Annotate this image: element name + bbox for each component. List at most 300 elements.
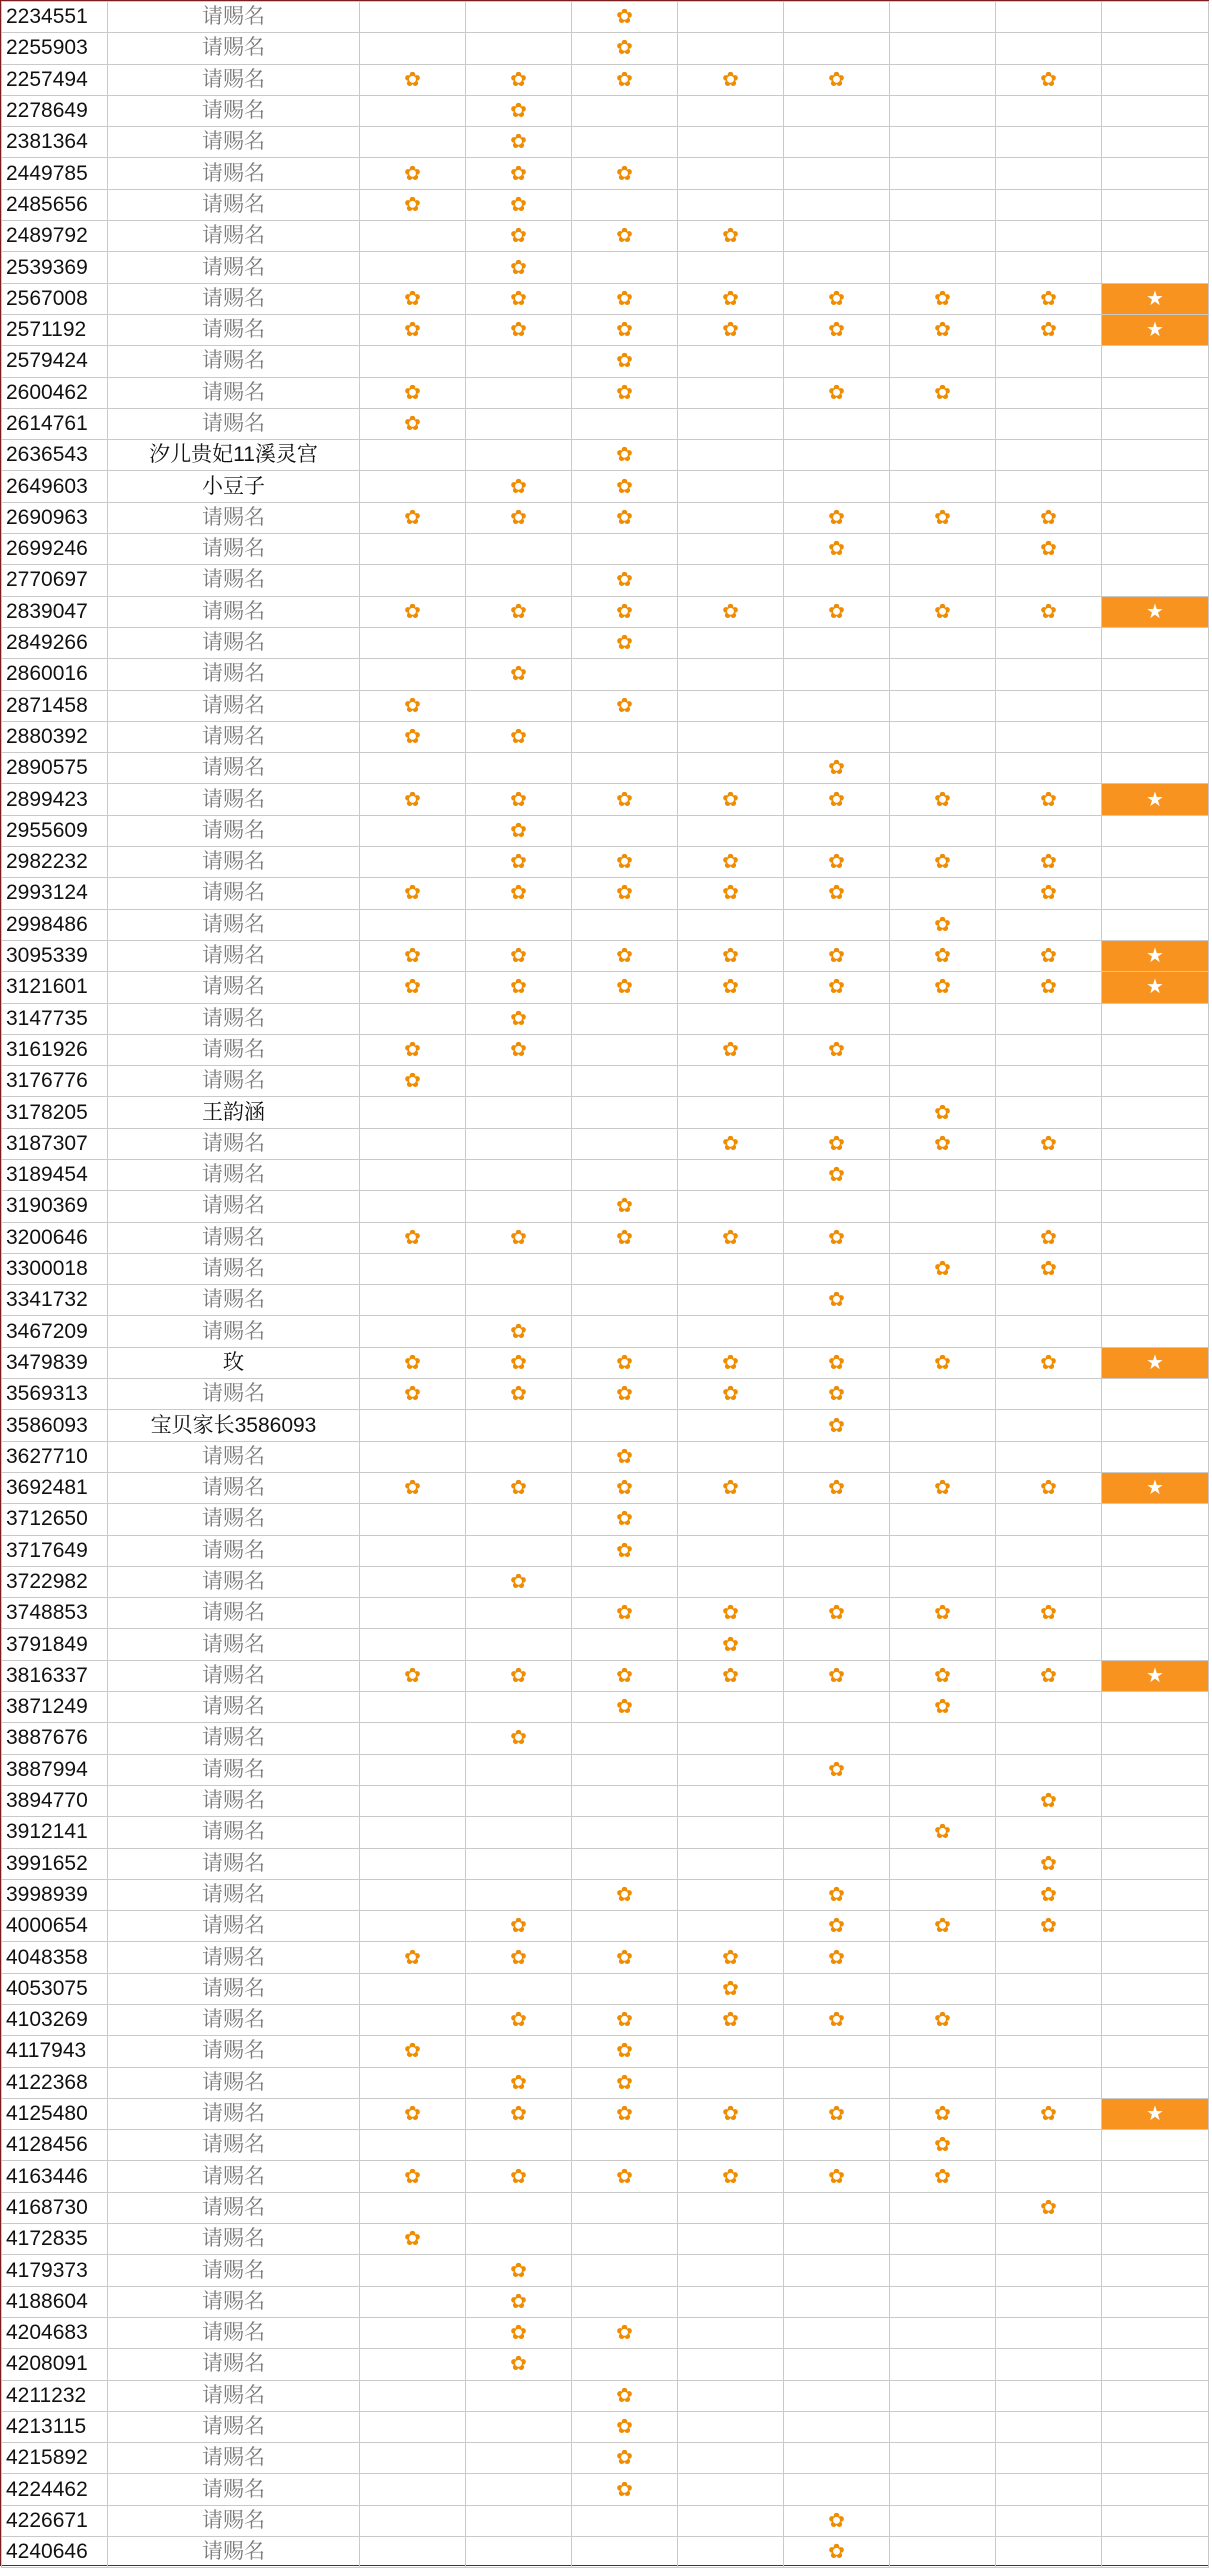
mark-cell (466, 2255, 572, 2286)
mark-cell (890, 753, 996, 784)
mark-cell (678, 2286, 784, 2317)
mark-cell (784, 1472, 890, 1503)
mark-cell (360, 1285, 466, 1316)
flower-icon: ✿ (616, 632, 633, 655)
mark-cell (466, 1128, 572, 1159)
id-cell: 2489792 (2, 221, 108, 252)
mark-cell (996, 1285, 1102, 1316)
mark-cell (784, 408, 890, 439)
mark-cell (678, 534, 784, 565)
mark-cell (360, 2036, 466, 2067)
mark-cell (678, 909, 784, 940)
mark-cell (784, 1034, 890, 1065)
id-cell: 4172835 (2, 2224, 108, 2255)
mark-cell (996, 1472, 1102, 1503)
mark-cell (466, 1504, 572, 1535)
table-row (2, 2098, 1209, 2129)
star-cell (1102, 940, 1209, 971)
mark-cell (890, 565, 996, 596)
id-cell: 2571192 (2, 314, 108, 345)
flower-icon: ✿ (616, 600, 633, 623)
id-cell: 3748853 (2, 1598, 108, 1629)
mark-cell (996, 2317, 1102, 2348)
mark-cell (996, 1723, 1102, 1754)
name-cell: 请赐名 (108, 1754, 360, 1785)
mark-cell (466, 1629, 572, 1660)
mark-cell (466, 2286, 572, 2317)
name-cell: 请赐名 (108, 2161, 360, 2192)
name-cell: 请赐名 (108, 1379, 360, 1410)
flower-icon: ✿ (1040, 2196, 1057, 2219)
mark-cell (572, 2349, 678, 2380)
table-row (2, 2255, 1209, 2286)
mark-cell (890, 1128, 996, 1159)
mark-cell (996, 502, 1102, 533)
flower-icon: ✿ (404, 506, 421, 529)
name-cell: 请赐名 (108, 909, 360, 940)
mark-cell (996, 1754, 1102, 1785)
mark-cell (890, 2067, 996, 2098)
mark-cell (572, 2036, 678, 2067)
name-cell: 请赐名 (108, 1472, 360, 1503)
mark-cell (784, 1598, 890, 1629)
mark-cell (360, 2474, 466, 2505)
flower-icon: ✿ (1040, 1258, 1057, 1281)
mark-cell (360, 2317, 466, 2348)
name-cell: 请赐名 (108, 940, 360, 971)
mark-cell (572, 1159, 678, 1190)
mark-cell (890, 784, 996, 815)
star-cell (1102, 1692, 1209, 1723)
flower-icon: ✿ (510, 1351, 527, 1374)
mark-cell (784, 2067, 890, 2098)
flower-icon: ✿ (828, 1226, 845, 1249)
flower-icon: ✿ (510, 1383, 527, 1406)
id-cell: 3187307 (2, 1128, 108, 1159)
mark-cell (996, 1316, 1102, 1347)
mark-cell (890, 2474, 996, 2505)
mark-cell (784, 471, 890, 502)
id-cell: 2871458 (2, 690, 108, 721)
mark-cell (678, 940, 784, 971)
flower-icon: ✿ (404, 1351, 421, 1374)
star-icon: ★ (1146, 1477, 1164, 1500)
mark-cell (572, 1034, 678, 1065)
flower-icon: ✿ (828, 851, 845, 874)
id-cell: 2539369 (2, 252, 108, 283)
mark-cell (572, 690, 678, 721)
flower-icon: ✿ (934, 945, 951, 968)
mark-cell (360, 377, 466, 408)
flower-icon: ✿ (828, 1383, 845, 1406)
id-cell: 3912141 (2, 1817, 108, 1848)
mark-cell (466, 690, 572, 721)
mark-cell (360, 1159, 466, 1190)
name-cell: 请赐名 (108, 95, 360, 126)
flower-icon: ✿ (616, 2447, 633, 2470)
mark-cell (572, 721, 678, 752)
name-cell: 请赐名 (108, 1222, 360, 1253)
name-cell: 请赐名 (108, 2192, 360, 2223)
mark-cell (784, 721, 890, 752)
mark-cell (678, 1253, 784, 1284)
table-row (2, 1472, 1209, 1503)
mark-cell (360, 1066, 466, 1097)
mark-cell (466, 2474, 572, 2505)
mark-cell (572, 2, 678, 33)
star-cell (1102, 95, 1209, 126)
table-row (2, 2537, 1209, 2568)
mark-cell (360, 2286, 466, 2317)
mark-cell (678, 659, 784, 690)
star-cell (1102, 2005, 1209, 2036)
mark-cell (996, 1660, 1102, 1691)
flower-icon: ✿ (510, 287, 527, 310)
star-cell (1102, 221, 1209, 252)
mark-cell (678, 502, 784, 533)
mark-cell (890, 1222, 996, 1253)
star-cell (1102, 1379, 1209, 1410)
mark-cell (678, 2255, 784, 2286)
star-cell (1102, 2537, 1209, 2568)
flower-icon: ✿ (934, 913, 951, 936)
mark-cell (466, 1410, 572, 1441)
mark-cell (996, 2411, 1102, 2442)
mark-cell (572, 1128, 678, 1159)
flower-icon: ✿ (616, 1602, 633, 1625)
mark-cell (466, 565, 572, 596)
name-cell: 请赐名 (108, 659, 360, 690)
mark-cell (678, 1504, 784, 1535)
star-cell (1102, 346, 1209, 377)
mark-cell (678, 1566, 784, 1597)
table-row (2, 1159, 1209, 1190)
mark-cell (784, 2537, 890, 2568)
mark-cell (996, 690, 1102, 721)
star-cell (1102, 314, 1209, 345)
table-row (2, 1566, 1209, 1597)
mark-cell (784, 2443, 890, 2474)
mark-cell (678, 158, 784, 189)
id-cell: 4103269 (2, 2005, 108, 2036)
table-row (2, 127, 1209, 158)
flower-icon: ✿ (1040, 1790, 1057, 1813)
mark-cell (784, 2474, 890, 2505)
mark-cell (784, 815, 890, 846)
star-cell (1102, 2255, 1209, 2286)
star-cell (1102, 1535, 1209, 1566)
mark-cell (784, 753, 890, 784)
flower-icon: ✿ (828, 506, 845, 529)
flower-icon: ✿ (934, 2103, 951, 2126)
id-cell: 4188604 (2, 2286, 108, 2317)
star-icon: ★ (1146, 2103, 1164, 2126)
mark-cell (360, 2224, 466, 2255)
mark-cell (466, 972, 572, 1003)
mark-cell (572, 2411, 678, 2442)
flower-icon: ✿ (510, 2165, 527, 2188)
name-cell: 请赐名 (108, 127, 360, 158)
name-cell: 请赐名 (108, 972, 360, 1003)
id-cell: 4000654 (2, 1911, 108, 1942)
mark-cell (784, 1097, 890, 1128)
table-row (2, 721, 1209, 752)
table-row (2, 1253, 1209, 1284)
mark-cell (890, 1034, 996, 1065)
star-cell (1102, 1285, 1209, 1316)
id-cell: 3712650 (2, 1504, 108, 1535)
name-cell: 请赐名 (108, 2349, 360, 2380)
mark-cell (996, 1566, 1102, 1597)
mark-cell (890, 2411, 996, 2442)
name-cell: 请赐名 (108, 690, 360, 721)
mark-cell (996, 1097, 1102, 1128)
id-cell: 2614761 (2, 408, 108, 439)
mark-cell (890, 690, 996, 721)
star-cell (1102, 1159, 1209, 1190)
mark-cell (572, 283, 678, 314)
mark-cell (678, 2192, 784, 2223)
star-cell (1102, 784, 1209, 815)
name-cell: 请赐名 (108, 1973, 360, 2004)
mark-cell (996, 2537, 1102, 2568)
flower-icon: ✿ (616, 319, 633, 342)
mark-cell (996, 784, 1102, 815)
id-cell: 4208091 (2, 2349, 108, 2380)
flower-icon: ✿ (616, 2478, 633, 2501)
mark-cell (784, 1504, 890, 1535)
flower-icon: ✿ (1040, 319, 1057, 342)
mark-cell (890, 1817, 996, 1848)
flower-icon: ✿ (722, 1383, 739, 1406)
name-cell: 请赐名 (108, 1504, 360, 1535)
star-cell (1102, 1003, 1209, 1034)
mark-cell (360, 1347, 466, 1378)
mark-cell (360, 1660, 466, 1691)
id-cell: 4122368 (2, 2067, 108, 2098)
mark-cell (360, 2255, 466, 2286)
flower-icon: ✿ (616, 945, 633, 968)
flower-icon: ✿ (934, 976, 951, 999)
table-row (2, 2005, 1209, 2036)
star-cell (1102, 2098, 1209, 2129)
mark-cell (360, 815, 466, 846)
name-cell: 请赐名 (108, 2286, 360, 2317)
flower-icon: ✿ (828, 68, 845, 91)
star-cell (1102, 1566, 1209, 1597)
mark-cell (784, 1754, 890, 1785)
mark-cell (360, 847, 466, 878)
flower-icon: ✿ (828, 2509, 845, 2532)
id-cell: 2982232 (2, 847, 108, 878)
mark-cell (784, 2192, 890, 2223)
star-cell (1102, 1316, 1209, 1347)
mark-cell (466, 1253, 572, 1284)
name-cell: 请赐名 (108, 2255, 360, 2286)
star-cell (1102, 721, 1209, 752)
name-cell: 请赐名 (108, 64, 360, 95)
table-row (2, 784, 1209, 815)
mark-cell (996, 721, 1102, 752)
mark-cell (360, 1191, 466, 1222)
flower-icon: ✿ (934, 2009, 951, 2032)
table-row (2, 534, 1209, 565)
id-cell: 3722982 (2, 1566, 108, 1597)
table-row (2, 471, 1209, 502)
flower-icon: ✿ (722, 600, 739, 623)
mark-cell (572, 189, 678, 220)
id-cell: 2998486 (2, 909, 108, 940)
flower-icon: ✿ (616, 851, 633, 874)
mark-cell (360, 346, 466, 377)
mark-cell (996, 33, 1102, 64)
flower-icon: ✿ (934, 600, 951, 623)
id-cell: 3692481 (2, 1472, 108, 1503)
id-cell: 2955609 (2, 815, 108, 846)
star-cell (1102, 1034, 1209, 1065)
mark-cell (360, 534, 466, 565)
mark-cell (890, 1410, 996, 1441)
mark-cell (784, 2036, 890, 2067)
mark-cell (890, 471, 996, 502)
mark-cell (996, 1535, 1102, 1566)
table-row (2, 1191, 1209, 1222)
table-row (2, 1692, 1209, 1723)
id-cell: 3887676 (2, 1723, 108, 1754)
flower-icon: ✿ (722, 68, 739, 91)
flower-icon: ✿ (404, 976, 421, 999)
table-row (2, 2380, 1209, 2411)
name-cell: 请赐名 (108, 408, 360, 439)
flower-icon: ✿ (616, 569, 633, 592)
mark-cell (996, 377, 1102, 408)
mark-cell (678, 1754, 784, 1785)
mark-cell (890, 847, 996, 878)
mark-cell (996, 1347, 1102, 1378)
mark-cell (466, 2, 572, 33)
flower-icon: ✿ (616, 1696, 633, 1719)
mark-cell (572, 1785, 678, 1816)
id-cell: 2860016 (2, 659, 108, 690)
table-row (2, 1723, 1209, 1754)
mark-cell (360, 690, 466, 721)
mark-cell (466, 1347, 572, 1378)
name-cell: 请赐名 (108, 1253, 360, 1284)
name-cell: 请赐名 (108, 314, 360, 345)
flower-icon: ✿ (1040, 788, 1057, 811)
id-cell: 3991652 (2, 1848, 108, 1879)
table-body (2, 2, 1209, 2568)
id-cell: 3200646 (2, 1222, 108, 1253)
table-row (2, 64, 1209, 95)
id-cell: 3894770 (2, 1785, 108, 1816)
flower-icon: ✿ (616, 2103, 633, 2126)
flower-icon: ✿ (510, 1038, 527, 1061)
mark-cell (784, 1285, 890, 1316)
mark-cell (996, 1410, 1102, 1441)
mark-cell (466, 1692, 572, 1723)
flower-icon: ✿ (404, 1383, 421, 1406)
table-row (2, 1379, 1209, 1410)
mark-cell (678, 2474, 784, 2505)
mark-cell (360, 2005, 466, 2036)
flower-icon: ✿ (1040, 882, 1057, 905)
name-cell: 请赐名 (108, 2098, 360, 2129)
star-cell (1102, 972, 1209, 1003)
mark-cell (572, 2224, 678, 2255)
mark-cell (890, 596, 996, 627)
table-row (2, 1629, 1209, 1660)
mark-cell (572, 221, 678, 252)
star-icon: ★ (1146, 976, 1164, 999)
mark-cell (996, 2161, 1102, 2192)
name-cell: 请赐名 (108, 2005, 360, 2036)
mark-cell (678, 1692, 784, 1723)
mark-cell (784, 2161, 890, 2192)
mark-cell (678, 1191, 784, 1222)
mark-cell (572, 1066, 678, 1097)
star-cell (1102, 440, 1209, 471)
id-cell: 2770697 (2, 565, 108, 596)
name-cell: 请赐名 (108, 2036, 360, 2067)
mark-cell (466, 596, 572, 627)
mark-cell (678, 1817, 784, 1848)
mark-cell (784, 2224, 890, 2255)
mark-cell (890, 1629, 996, 1660)
mark-cell (890, 1911, 996, 1942)
flower-icon: ✿ (404, 600, 421, 623)
mark-cell (466, 2067, 572, 2098)
table-row (2, 2443, 1209, 2474)
mark-cell (466, 753, 572, 784)
mark-cell (678, 878, 784, 909)
id-cell: 4215892 (2, 2443, 108, 2474)
mark-cell (360, 1754, 466, 1785)
flower-icon: ✿ (934, 506, 951, 529)
table-row (2, 565, 1209, 596)
flower-icon: ✿ (510, 2103, 527, 2126)
table-row (2, 2224, 1209, 2255)
flower-icon: ✿ (828, 945, 845, 968)
mark-cell (572, 534, 678, 565)
mark-cell (360, 596, 466, 627)
mark-cell (678, 314, 784, 345)
mark-cell (360, 2192, 466, 2223)
mark-cell (360, 1003, 466, 1034)
table-row (2, 659, 1209, 690)
mark-cell (466, 1973, 572, 2004)
mark-cell (678, 1942, 784, 1973)
mark-cell (360, 33, 466, 64)
table-row (2, 1535, 1209, 1566)
mark-cell (466, 189, 572, 220)
mark-cell (678, 377, 784, 408)
flower-icon: ✿ (616, 1508, 633, 1531)
mark-cell (678, 784, 784, 815)
mark-cell (572, 1848, 678, 1879)
star-cell (1102, 2317, 1209, 2348)
mark-cell (360, 2443, 466, 2474)
mark-cell (572, 1285, 678, 1316)
mark-cell (360, 64, 466, 95)
mark-cell (466, 314, 572, 345)
mark-cell (360, 1504, 466, 1535)
name-cell: 请赐名 (108, 1066, 360, 1097)
mark-cell (996, 1003, 1102, 1034)
mark-cell (572, 1504, 678, 1535)
mark-cell (678, 2349, 784, 2380)
flower-icon: ✿ (510, 193, 527, 216)
